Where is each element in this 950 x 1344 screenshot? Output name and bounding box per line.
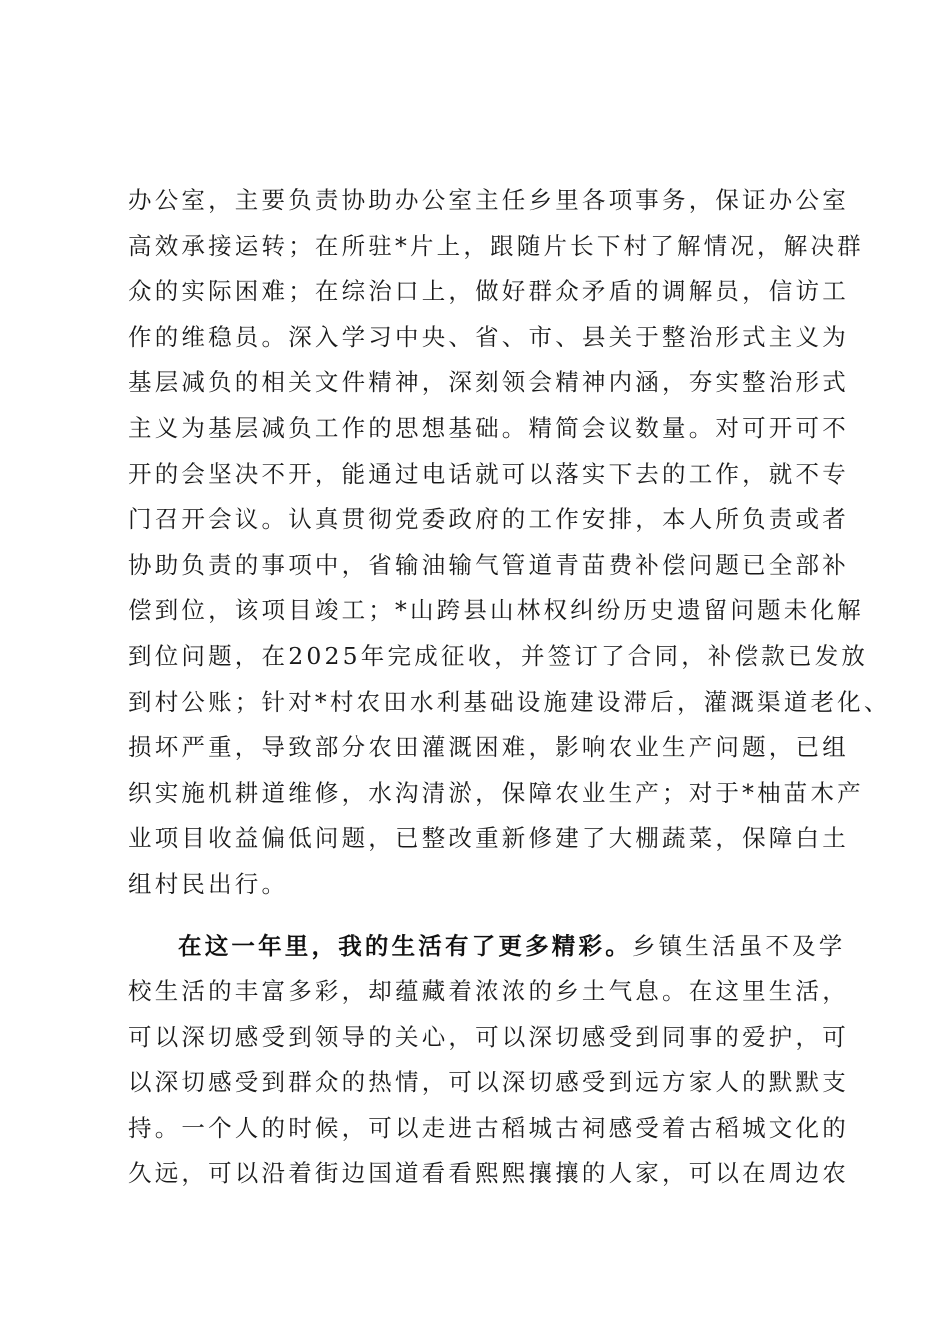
text-line: 以深切感受到群众的热情，可以深切感受到远方家人的默默支 [128, 1068, 849, 1097]
text-run: 乡镇生活虽不及学 [631, 931, 846, 960]
text-line: 开的会坚决不开，能通过电话就可以落实下去的工作，就不专 [128, 459, 849, 488]
text-line: 协助负责的事项中，省输油输气管道青苗费补偿问题已全部补 [128, 550, 849, 579]
text-line: 高效承接运转；在所驻*片上，跟随片长下村了解情况，解决群 [128, 231, 864, 260]
paragraph-spacer [128, 908, 848, 924]
paragraph-heading: 在这一年里，我的生活有了更多精彩。 [178, 931, 632, 960]
document-body [128, 178, 891, 1197]
paragraph-life [128, 924, 848, 1198]
text-line: 门召开会议。认真贯彻党委政府的工作安排，本人所负责或者 [128, 505, 849, 534]
text-line: 校生活的丰富多彩，却蕴藏着浓浓的乡土气息。在这里生活， [128, 977, 849, 1006]
text-line: 到位问题，在2025年完成征收，并签订了合同，补偿款已发放 [128, 641, 869, 670]
text-line: 业项目收益偏低问题，已整改重新修建了大棚蔬菜，保障白土 [128, 824, 849, 853]
text-line: 办公室，主要负责协助办公室主任乡里各项事务，保证办公室 [128, 186, 849, 214]
text-line: 作的维稳员。深入学习中央、省、市、县关于整治形式主义为 [128, 322, 849, 351]
text-line: 到村公账；针对*村农田水利基础设施建设滞后，灌溉渠道老化、 [128, 687, 891, 716]
text-line: 基层减负的相关文件精神，深刻领会精神内涵，夯实整治形式 [128, 368, 849, 397]
paragraph-work-duties [128, 178, 891, 908]
text-line: 主义为基层减负工作的思想基础。精简会议数量。对可开可不 [128, 413, 849, 442]
text-line: 持。一个人的时候，可以走进古稻城古祠感受着古稻城文化的 [128, 1113, 849, 1142]
text-line: 组村民出行。 [128, 869, 289, 898]
text-line: 众的实际困难；在综治口上，做好群众矛盾的调解员，信访工 [128, 277, 849, 306]
text-line: 久远，可以沿着街边国道看看熙熙攘攘的人家，可以在周边农 [128, 1159, 849, 1188]
text-line-first [128, 924, 848, 970]
text-line: 织实施机耕道维修，水沟清淤，保障农业生产；对于*柚苗木产 [128, 778, 864, 807]
text-line: 可以深切感受到领导的关心，可以深切感受到同事的爱护，可 [128, 1022, 849, 1051]
text-line: 偿到位，该项目竣工；*山跨县山林权纠纷历史遗留问题未化解 [128, 596, 864, 625]
text-line: 损坏严重，导致部分农田灌溉困难，影响农业生产问题，已组 [128, 733, 849, 762]
